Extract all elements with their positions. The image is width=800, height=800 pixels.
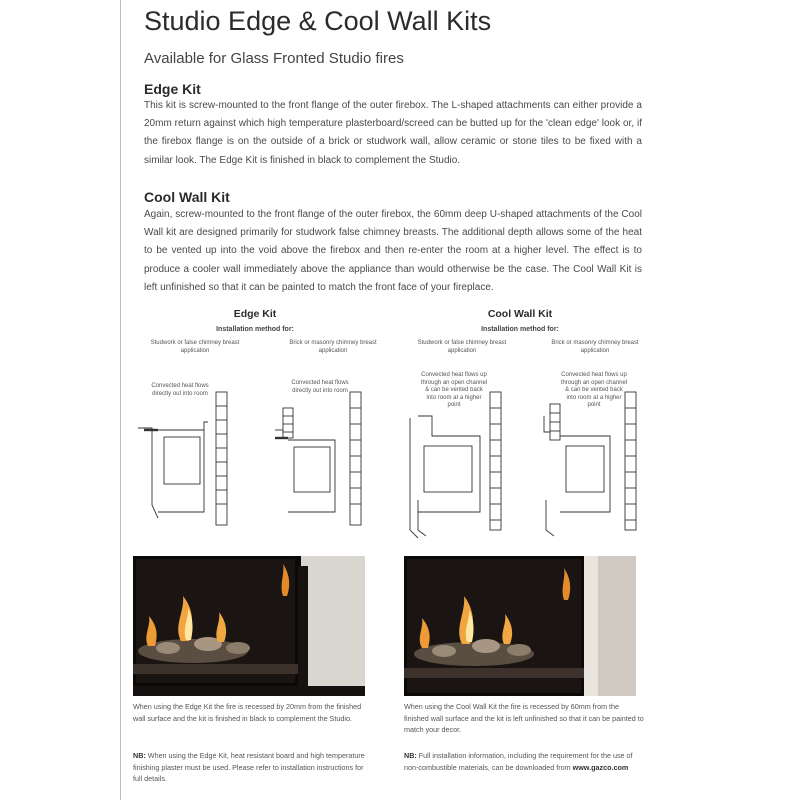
- website-link[interactable]: www.gazco.com: [572, 762, 629, 772]
- cool-diagram-title: Cool Wall Kit: [487, 308, 553, 320]
- cool-right-note: Convected heat flows up through an open channel & can be vented back into room at a higher point: [560, 372, 628, 409]
- cool-wall-kit-body: Again, screw-mounted to the front flange of the outer firebox, the 60mm deep U-shaped attachments of the Cool Wall kit are designed primarily for studwork false chimney breasts. The additional depth allows some of the heat to be vented up into the void above the firebox and then re-enter the room at a higher level. The effect is to produce a cooler wall immediately above the appliance than would otherwise be the case. The Cool Wall Kit is left unfinished so that it can be painted to match the front face of your fireplace.: [144, 209, 642, 293]
- cool-brick-drawing: [544, 392, 636, 536]
- edge-left-label: Studwork or false chimney breast application: [150, 340, 240, 354]
- page-title: Studio Edge & Cool Wall Kits: [144, 6, 492, 36]
- cool-nb-label: NB:: [404, 751, 417, 760]
- edge-diagram-subtitle: Installation method for:: [216, 326, 294, 333]
- edge-diagram-title: Edge Kit: [233, 308, 277, 320]
- cool-left-note: Convected heat flows up through an open channel & can be vented back into room at a higher point: [420, 372, 488, 409]
- edge-nb-text: When using the Edge Kit, heat resistant board and high temperature finishing plaster must be used. Please refer to installation instructions for full details.: [133, 751, 365, 784]
- cool-wall-kit-note: [404, 750, 644, 773]
- edge-left-note: Convected heat flows directly out into room: [151, 383, 209, 397]
- cool-right-label: Brick or masonry chimney breast application: [551, 340, 639, 354]
- cool-wall-kit-fire-photo: [404, 556, 636, 696]
- cool-wall-kit-heading: Cool Wall Kit: [144, 189, 230, 205]
- edge-brick-drawing: [275, 392, 361, 525]
- cool-diagram-subtitle: Installation method for:: [481, 326, 559, 333]
- edge-nb-label: NB:: [133, 751, 146, 760]
- edge-kit-heading: Edge Kit: [144, 81, 201, 97]
- cool-nb-text: Full installation information, including the requirement for the use of non-combustible materials, can be downloaded from: [404, 751, 633, 772]
- page-subtitle: Available for Glass Fronted Studio fires: [144, 50, 404, 67]
- edge-kit-body: This kit is screw-mounted to the front flange of the outer firebox. The L-shaped attachments can either provide a 20mm return against which high temperature plasterboard/screed can be butted up for the 'clean edge' look or, if the firebox flange is on the outside of a brick or studwork wall, allow ceramic or stone tiles to be fixed with a similar look. The Edge Kit is finished in black to complement the Studio.: [144, 100, 642, 166]
- cool-left-label: Studwork or false chimney breast application: [417, 340, 507, 354]
- edge-kit-caption: When using the Edge Kit the fire is recessed by 20mm from the finished wall surface and the kit is finished in black to complement the Studio.: [133, 702, 362, 723]
- installation-diagrams: [120, 300, 660, 550]
- edge-right-note: Convected heat flows directly out into room: [291, 380, 349, 394]
- edge-kit-note: [133, 750, 373, 785]
- edge-studwork-drawing: [138, 392, 227, 525]
- edge-kit-fire-photo: [133, 556, 365, 696]
- cool-studwork-drawing: [410, 392, 501, 538]
- cool-wall-kit-caption: When using the Cool Wall Kit the fire is recessed by 60mm from the finished wall surface and the kit is left unfinished so that it can be painted to match your decor.: [404, 702, 644, 735]
- edge-right-label: Brick or masonry chimney breast application: [289, 340, 377, 354]
